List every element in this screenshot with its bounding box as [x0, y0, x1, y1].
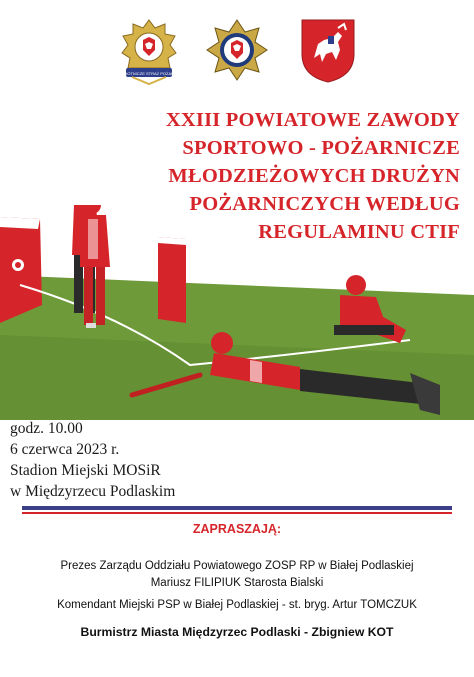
event-city: w Międzyrzecu Podlaskim: [10, 483, 176, 500]
organizer-line: Komendant Miejski PSP w Białej Podlaskiej - st. bryg. Artur TOMCZUK: [57, 599, 417, 611]
organizer-line: Mariusz FILIPIUK Starosta Bialski: [150, 577, 324, 589]
invite-heading: ZAPRASZAJĄ:: [192, 522, 282, 536]
title-line: POŻARNICZYCH WEDŁUG: [189, 193, 460, 215]
organizer-line: Prezes Zarządu Oddziału Powiatowego ZOSP RP w Białej Podlaskiej: [60, 560, 414, 572]
competition-photo: [0, 205, 474, 420]
event-date: 6 czerwca 2023 r.: [10, 441, 120, 458]
psp-emblem-icon: [205, 18, 269, 82]
organizer-line: Burmistrz Miasta Międzyrzec Podlaski - Zbigniew KOT: [80, 625, 394, 639]
title-line: REGULAMINU CTIF: [258, 221, 460, 243]
event-details: [10, 418, 175, 502]
divider-navy: [22, 506, 452, 510]
barrier-left: [0, 217, 42, 323]
organizer-block-1: [0, 558, 474, 592]
osp-emblem-icon: [118, 18, 180, 86]
divider-red: [22, 512, 452, 514]
event-venue: Stadion Miejski MOSiR: [10, 462, 161, 479]
event-time: godz. 10.00: [10, 420, 83, 437]
title-line: SPORTOWO - POŻARNICZE: [182, 137, 460, 159]
powiat-coat-of-arms-icon: [300, 18, 356, 84]
emblem-banner-text: OCHOTNICZE STRAŻ POŻARNA: [118, 71, 180, 76]
title-line: MŁODZIEŻOWYCH DRUŻYN: [168, 165, 460, 187]
logos-row: [0, 18, 474, 88]
barrier-middle: [158, 237, 186, 323]
title-line: XXIII POWIATOWE ZAWODY: [165, 109, 460, 131]
